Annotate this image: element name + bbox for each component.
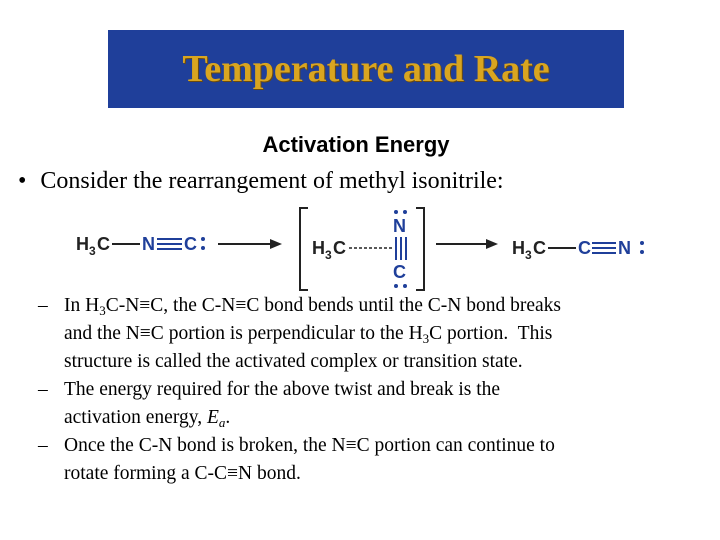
sub-bullet-text: [64, 432, 702, 488]
text-line: structure is called the activated complex or transition state.: [64, 351, 523, 372]
ts-3: 3: [325, 248, 332, 262]
product-lone-pair-dots: [640, 241, 644, 254]
sub-bullet-3: [38, 432, 702, 488]
slide-title: Temperature and Rate: [182, 48, 550, 90]
product-triple-bond: [592, 243, 616, 253]
text-run: In H: [64, 295, 100, 316]
text-run: C-N≡C, the C-N≡C bond bends until the C-N bond breaks: [105, 295, 561, 316]
bullet-marker: •: [18, 168, 27, 194]
reaction-arrow-2: [436, 239, 498, 249]
dash-marker: –: [38, 295, 48, 316]
product-n: N: [618, 238, 631, 258]
reactant-c2: C: [184, 234, 197, 254]
text-line: The energy required for the above twist and break is the: [64, 379, 501, 400]
lone-pair-dots: [201, 237, 205, 250]
ts-n: N: [393, 216, 406, 236]
reactant-3: 3: [89, 244, 96, 258]
text-run: C portion. This: [429, 323, 553, 344]
bullet-item: [18, 168, 504, 195]
subscript: a: [218, 415, 226, 430]
sub-bullet-2: [38, 376, 702, 432]
ts-c2: C: [393, 262, 406, 282]
text-line: rotate forming a C-C≡N bond.: [64, 463, 301, 484]
sub-bullet-1: [38, 292, 702, 376]
text-line: [64, 292, 702, 320]
reactant-molecule: [76, 234, 205, 258]
ts-c1: C: [333, 238, 346, 258]
reactant-h: H: [76, 234, 89, 254]
product-c2: C: [578, 238, 591, 258]
reactant-triple-bond: [157, 239, 182, 249]
ts-h: H: [312, 238, 325, 258]
ts-bottom-dots: [394, 284, 407, 288]
sub-bullet-text: [64, 292, 702, 376]
text-run: .: [225, 407, 231, 428]
text-line: Once the C-N bond is broken, the N≡C portion can continue to: [64, 435, 555, 456]
slide-subtitle: Activation Energy: [262, 132, 450, 157]
transition-state: [300, 208, 424, 290]
sub-bullets: [38, 292, 702, 488]
text-run: activation energy,: [64, 407, 207, 428]
subscript: 3: [422, 331, 430, 346]
sub-bullet-text: [64, 376, 702, 432]
product-molecule: [512, 238, 644, 262]
left-bracket: [300, 208, 308, 290]
italic-symbol: E: [206, 407, 219, 428]
product-h: H: [512, 238, 525, 258]
product-3: 3: [525, 248, 532, 262]
reactant-c1: C: [97, 234, 110, 254]
dash-marker: –: [38, 379, 48, 400]
subscript: 3: [99, 303, 106, 318]
dash-marker: –: [38, 435, 48, 456]
right-bracket: [416, 208, 424, 290]
ts-triple-bond: [396, 237, 406, 260]
ts-top-dots: [394, 210, 407, 214]
reaction-arrow-1: [218, 239, 282, 249]
reactant-n: N: [142, 234, 155, 254]
reaction-scheme: [70, 200, 670, 296]
title-banner: [108, 30, 624, 108]
text-run: and the N≡C portion is perpendicular to the H: [64, 323, 423, 344]
text-line: [64, 404, 702, 432]
product-c1: C: [533, 238, 546, 258]
bullet-text: Consider the rearrangement of methyl isonitrile:: [40, 168, 504, 194]
text-line: [64, 320, 702, 348]
